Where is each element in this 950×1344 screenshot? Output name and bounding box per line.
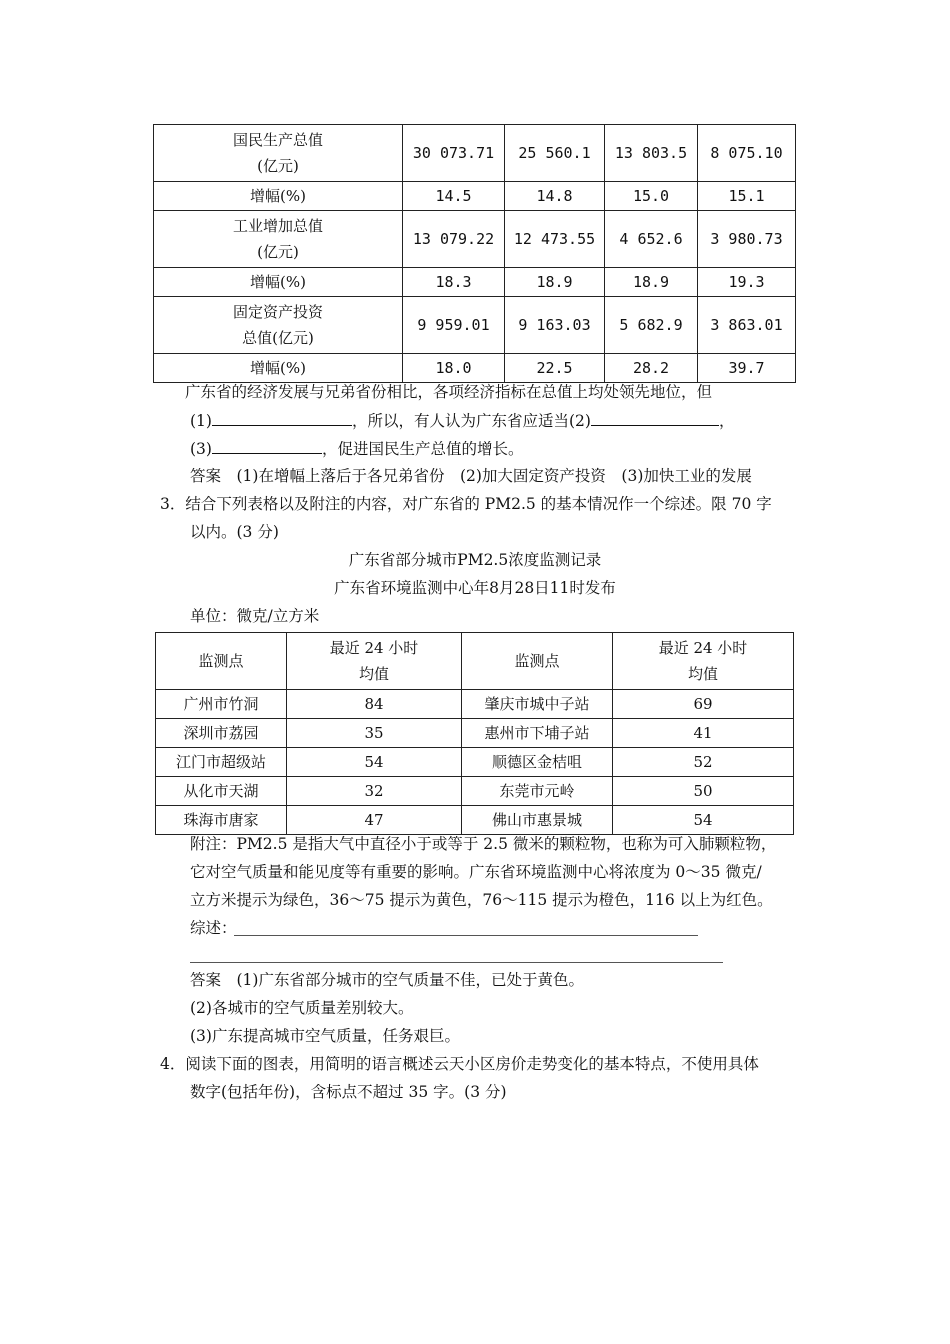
indicator-value: 39.7 <box>698 354 796 383</box>
indicator-label: 固定资产投资 总值(亿元) <box>154 297 403 354</box>
summary-line-2[interactable] <box>190 962 723 963</box>
indicator-value: 9 163.03 <box>505 297 605 354</box>
blank3-prefix: (3) <box>190 440 212 458</box>
pm25-value: 84 <box>287 690 462 719</box>
header-site-left: 监测点 <box>156 633 287 690</box>
monitor-site: 佛山市惠景城 <box>462 806 613 835</box>
indicator-value: 14.8 <box>505 182 605 211</box>
pm25-table-header <box>156 633 794 690</box>
monitor-site: 从化市天湖 <box>156 777 287 806</box>
pm25-value: 52 <box>613 748 794 777</box>
pm25-row <box>156 748 794 777</box>
pm25-row <box>156 719 794 748</box>
indicator-value: 28.2 <box>605 354 698 383</box>
summary-line-1[interactable] <box>234 935 698 936</box>
indicator-value: 25 560.1 <box>505 125 605 182</box>
indicator-value: 30 073.71 <box>403 125 505 182</box>
indicator-value: 18.3 <box>403 268 505 297</box>
header-avg-right: 最近 24 小时 均值 <box>613 633 794 690</box>
note-line3: 立方米提示为绿色，36～75 提示为黄色，76～115 提示为橙色，116 以上为红色。 <box>190 891 773 909</box>
monitor-site: 珠海市唐家 <box>156 806 287 835</box>
indicator-label: 增幅(%) <box>154 354 403 383</box>
summary-label: 综述： <box>190 919 237 937</box>
q2-mid: ，所以，有人认为广东省应适当(2) <box>351 412 591 430</box>
q3-answer3: (3)广东提高城市空气质量，任务艰巨。 <box>190 1027 460 1045</box>
monitor-site: 顺德区金桔咀 <box>462 748 613 777</box>
indicator-value: 5 682.9 <box>605 297 698 354</box>
q3-prompt-line2: 以内。(3 分) <box>190 523 279 541</box>
q2-line2 <box>190 409 734 432</box>
economic-indicators-table <box>153 124 796 383</box>
indicator-value: 8 075.10 <box>698 125 796 182</box>
monitor-site: 东莞市元岭 <box>462 777 613 806</box>
blank1-prefix: (1) <box>190 412 212 430</box>
pm25-row <box>156 806 794 835</box>
q4-line1: 4．阅读下面的图表，用简明的语言概述云天小区房价走势变化的基本特点，不使用具体 <box>160 1055 759 1073</box>
pm25-table <box>155 632 794 835</box>
pm25-value: 41 <box>613 719 794 748</box>
pm25-row <box>156 690 794 719</box>
note-line1: 附注：PM2.5 是指大气中直径小于或等于 2.5 微米的颗粒物，也称为可入肺颗粒物， <box>190 835 777 853</box>
pm25-value: 50 <box>613 777 794 806</box>
pm25-table-subtitle: 广东省环境监测中心年8月28日11时发布 <box>334 579 616 597</box>
indicator-row <box>154 268 796 297</box>
pm25-value: 47 <box>287 806 462 835</box>
pm25-unit: 单位：微克/立方米 <box>190 607 320 625</box>
indicator-value: 12 473.55 <box>505 211 605 268</box>
indicator-row <box>154 211 796 268</box>
q3-answer1: 答案 (1)广东省部分城市的空气质量不佳，已处于黄色。 <box>190 971 584 989</box>
indicator-value: 18.0 <box>403 354 505 383</box>
q3-prompt-line1: 3．结合下列表格以及附注的内容，对广东省的 PM2.5 的基本情况作一个综述。限 70 字 <box>160 495 772 513</box>
indicator-value: 19.3 <box>698 268 796 297</box>
blank-2-field[interactable] <box>591 409 719 426</box>
q2-line1: 广东省的经济发展与兄弟省份相比，各项经济指标在总值上均处领先地位，但 <box>185 383 713 401</box>
indicator-row <box>154 182 796 211</box>
q2-end1: ， <box>718 412 735 430</box>
indicator-value: 4 652.6 <box>605 211 698 268</box>
pm25-value: 69 <box>613 690 794 719</box>
pm25-row <box>156 777 794 806</box>
indicator-row <box>154 125 796 182</box>
q2-end3: ，促进国民生产总值的增长。 <box>321 440 524 458</box>
pm25-value: 54 <box>287 748 462 777</box>
blank-3-field[interactable] <box>212 437 322 454</box>
monitor-site: 深圳市荔园 <box>156 719 287 748</box>
note-line2: 它对空气质量和能见度等有重要的影响。广东省环境监测中心将浓度为 0～35 微克/ <box>190 863 762 881</box>
indicator-value: 15.1 <box>698 182 796 211</box>
indicator-value: 13 079.22 <box>403 211 505 268</box>
q2-line3 <box>190 437 523 460</box>
indicator-value: 18.9 <box>605 268 698 297</box>
indicator-row <box>154 354 796 383</box>
monitor-site: 肇庆市城中子站 <box>462 690 613 719</box>
indicator-value: 14.5 <box>403 182 505 211</box>
blank-1-field[interactable] <box>212 409 352 426</box>
indicator-label: 工业增加总值 (亿元) <box>154 211 403 268</box>
header-avg-left: 最近 24 小时 均值 <box>287 633 462 690</box>
pm25-value: 35 <box>287 719 462 748</box>
monitor-site: 惠州市下埔子站 <box>462 719 613 748</box>
q3-answer2: (2)各城市的空气质量差别较大。 <box>190 999 414 1017</box>
q4-line2: 数字(包括年份)，含标点不超过 35 字。(3 分) <box>190 1083 507 1101</box>
indicator-value: 22.5 <box>505 354 605 383</box>
indicator-label: 增幅(%) <box>154 182 403 211</box>
indicator-value: 3 863.01 <box>698 297 796 354</box>
pm25-value: 32 <box>287 777 462 806</box>
indicator-value: 3 980.73 <box>698 211 796 268</box>
indicator-row <box>154 297 796 354</box>
monitor-site: 广州市竹洞 <box>156 690 287 719</box>
indicator-value: 9 959.01 <box>403 297 505 354</box>
indicator-value: 15.0 <box>605 182 698 211</box>
monitor-site: 江门市超级站 <box>156 748 287 777</box>
pm25-value: 54 <box>613 806 794 835</box>
indicator-label: 国民生产总值 (亿元) <box>154 125 403 182</box>
indicator-value: 18.9 <box>505 268 605 297</box>
pm25-table-title: 广东省部分城市PM2.5浓度监测记录 <box>348 551 602 569</box>
q2-answer: 答案 (1)在增幅上落后于各兄弟省份 (2)加大固定资产投资 (3)加快工业的发展 <box>190 467 752 485</box>
header-site-right: 监测点 <box>462 633 613 690</box>
indicator-value: 13 803.5 <box>605 125 698 182</box>
indicator-label: 增幅(%) <box>154 268 403 297</box>
